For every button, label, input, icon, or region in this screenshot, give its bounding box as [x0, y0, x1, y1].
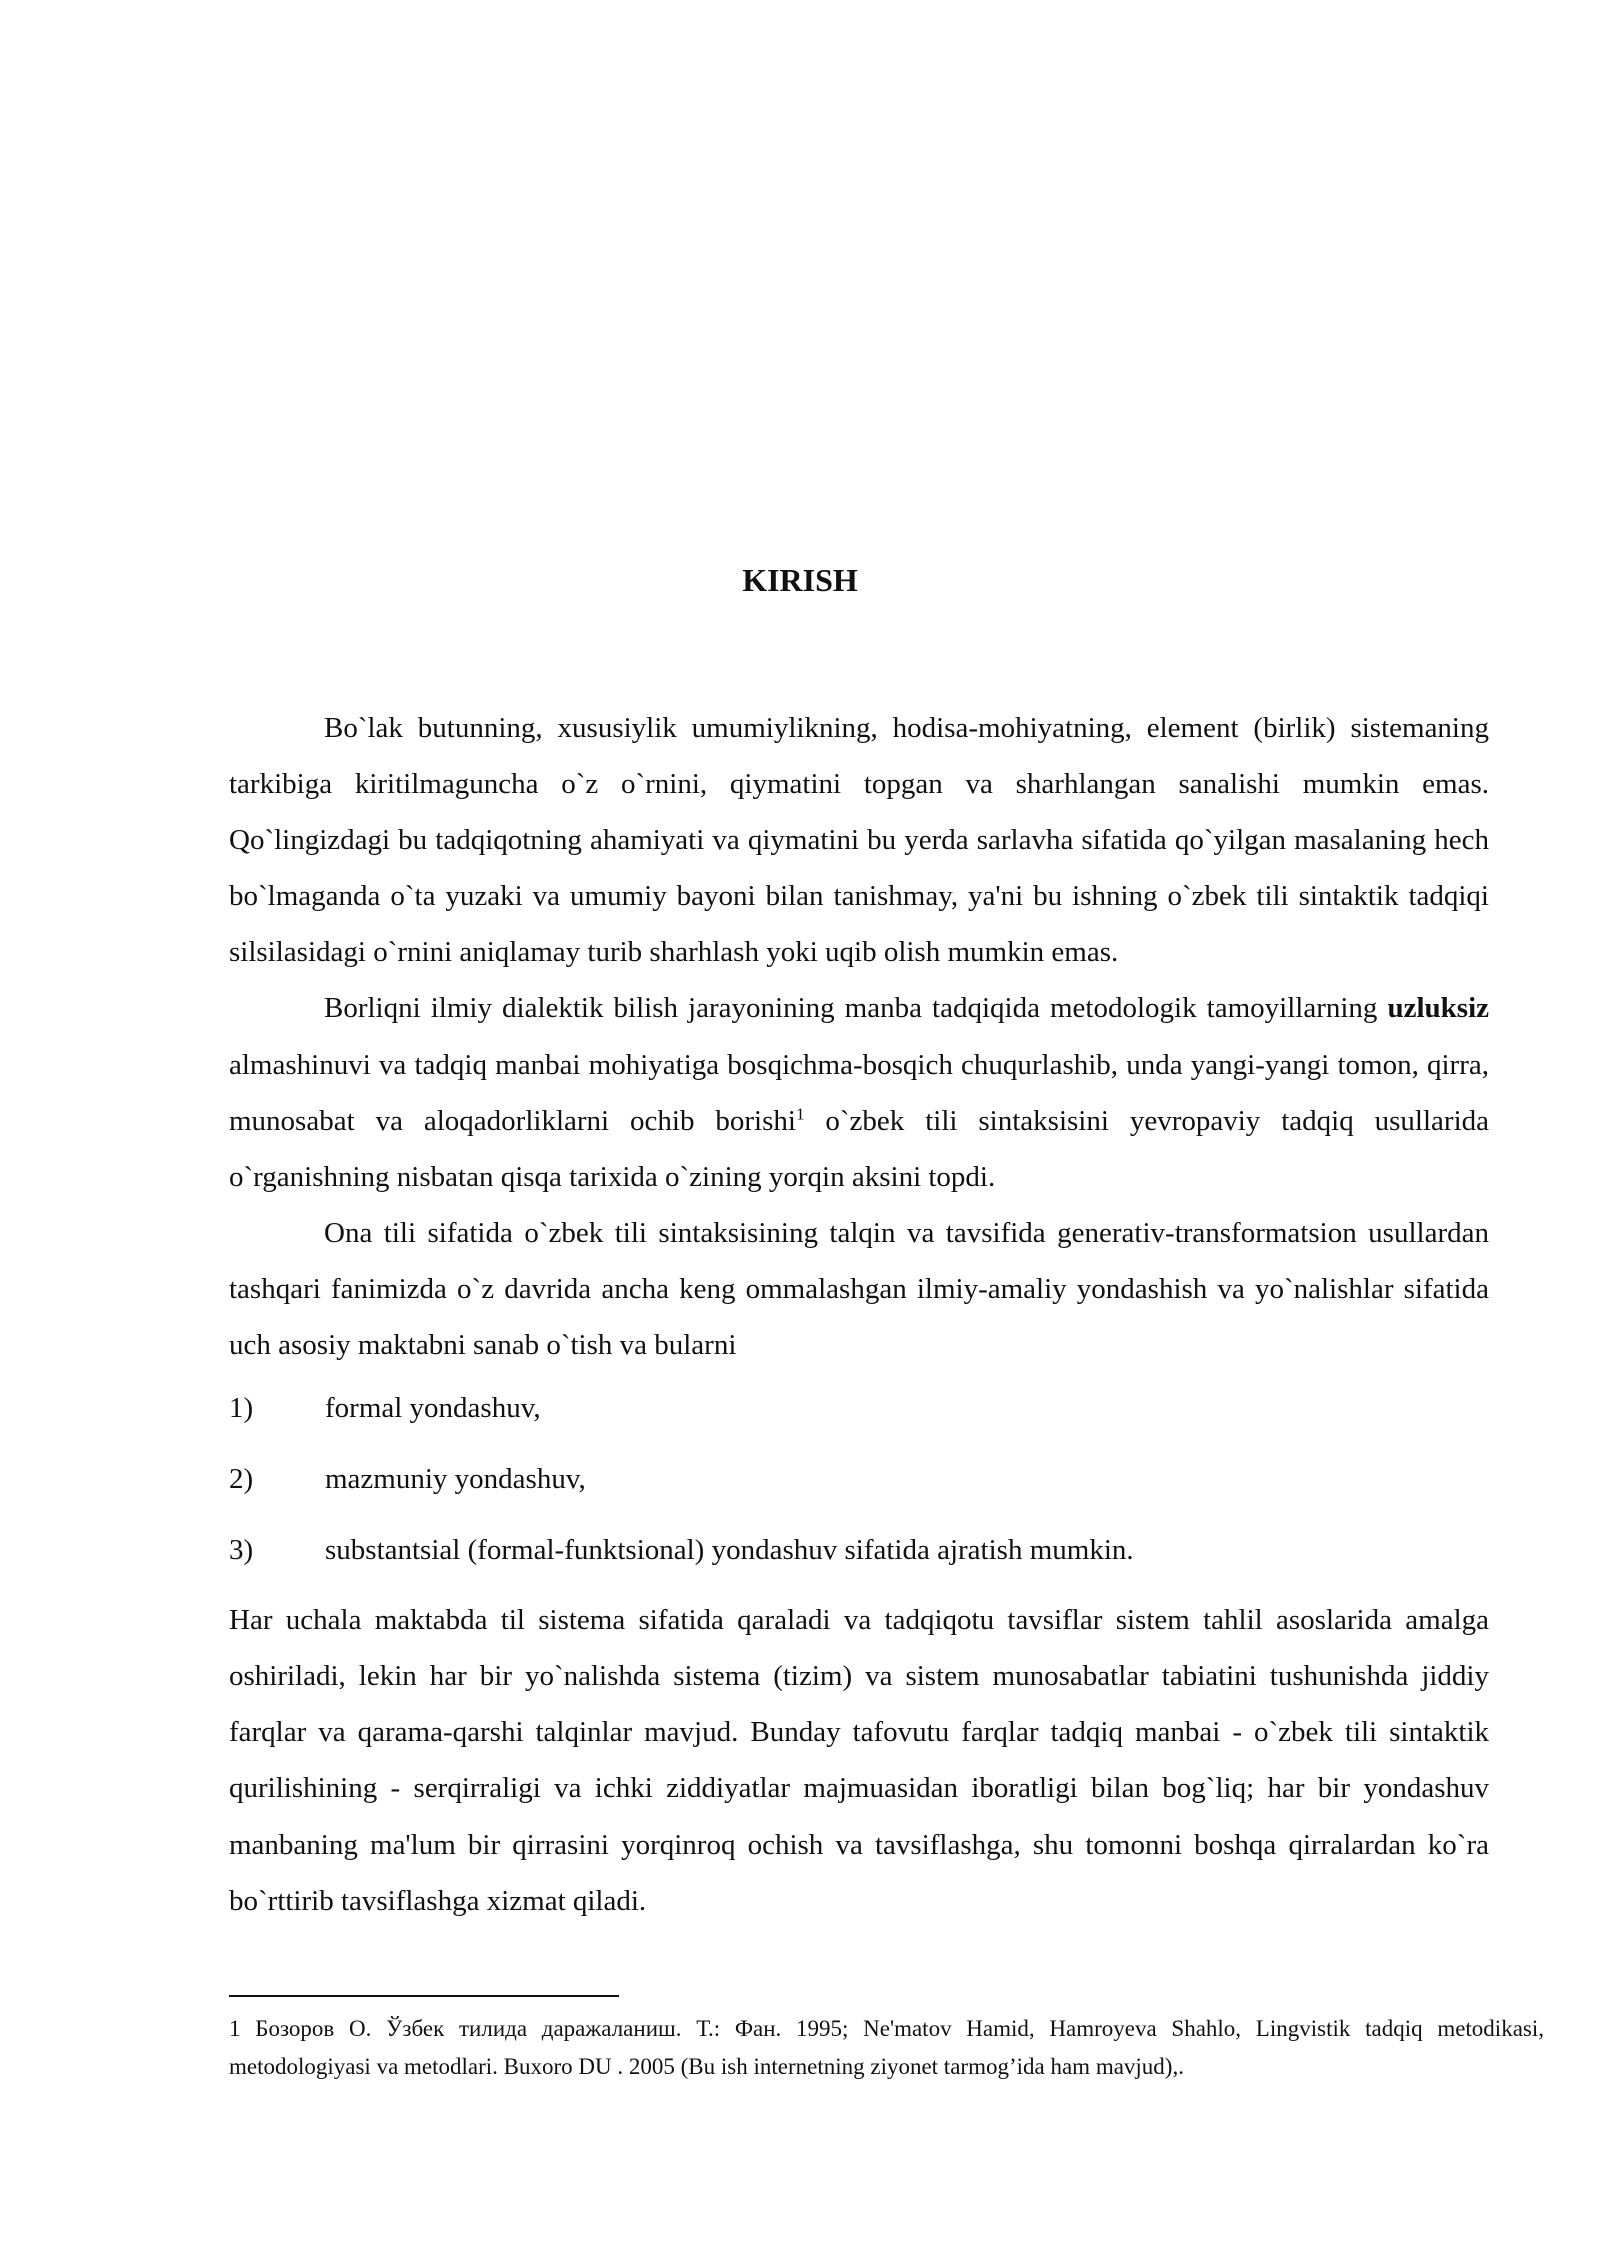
list-item-text: mazmuniy yondashuv,	[325, 1463, 586, 1496]
list-item-number: 2)	[229, 1463, 254, 1496]
paragraph-3: Ona tili sifatida o`zbek tili sintaksisining talqin va tavsifida generativ-transformatsion usullardan tashqari fanimizda o`z davrida ancha keng ommalashgan ilmiy-amaliy yondashish va yo`nalishlar sifatida uch asosiy maktabni sanab o`tish va bularni	[229, 1216, 1489, 1362]
paragraph-2	[229, 980, 1489, 1204]
list-item-text: formal yondashuv,	[325, 1392, 541, 1425]
paragraph-2-start: Borliqni ilmiy dialektik bilish jarayonining manba tadqiqida metodologik tamoyillarning	[324, 992, 1388, 1025]
paragraph-2-end: o`zbek tili sintaksisini yevropaviy tadqiq usullarida o`rganishning nisbatan qisqa tarixida o`zining yorqin aksini topdi.	[229, 1104, 1489, 1193]
list-item	[229, 1515, 1489, 1586]
paragraph-1: Bo`lak butunning, xususiylik umumiylikning, hodisa-mohiyatning, element (birlik) sistemaning tarkibiga kiritilmaguncha o`z o`rnini, qiymatini topgan va sharhlangan sanalishi mumkin emas. Qo`lingizdagi bu tadqiqotning ahamiyati va qiymatini bu yerda sarlavha sifatida qo`yilgan masalaning hech bo`lmaganda o`ta yuzaki va umumiy bayoni bilan tanishmay, ya'ni bu ishning o`zbek tili sintaktik tadqiqi silsilasidagi o`rnini aniqlamay turib sharhlash yoki uqib olish mumkin emas.	[229, 712, 1489, 969]
footnote-reference[interactable]: 1	[795, 1104, 805, 1123]
footnote-separator	[229, 1995, 619, 1997]
list-item	[229, 1444, 1489, 1515]
list-item-number: 3)	[229, 1534, 254, 1567]
paragraph-4: Har uchala maktabda til sistema sifatida qaraladi va tadqiqotu tavsiflar sistem tahlil asoslarida amalga oshiriladi, lekin har bir yo`nalishda sistema (tizim) va sistem munosabatlar tabiatini tushunishda jiddiy farqlar va qarama-qarshi talqinlar mavjud. Bunday tafovutu farqlar tadqiq manbai - o`zbek tili sintaktik qurilishining - serqirraligi va ichki ziddiyatlar majmuasidan iboratligi bilan bog`liq; har bir yondashuv manbaning ma'lum bir qirrasini yorqinroq ochish va tavsiflashga, shu tomonni boshqa qirralardan ko`ra bo`rttirib tavsiflashga xizmat qiladi.	[229, 1604, 1489, 1917]
body-text	[229, 700, 1489, 1929]
list-item-number: 1)	[229, 1392, 254, 1425]
bold-term: uzluksiz	[1387, 992, 1489, 1025]
list-item-text: substantsial (formal-funktsional) yondashuv sifatida ajratish mumkin.	[325, 1534, 1134, 1567]
page-title: KIRISH	[742, 562, 858, 598]
list-item	[229, 1373, 1489, 1444]
approach-list	[229, 1373, 1489, 1586]
paragraph-2-middle: almashinuvi va tadqiq manbai mohiyatiga bosqichma-bosqich chuqurlashib, unda yangi-yangi tomon, qirra, munosabat va aloqadorliklarni ochib borishi	[229, 1048, 1489, 1137]
footnote-text: 1 Бозоров О. Ўзбек тилида даражаланиш. Т.: Фан. 1995; Ne'matov Hamid, Hamroyeva Shahlo, Lingvistik tadqiq metodikasi, metodologiyasi va metodlari. Buxoro DU . 2005 (Bu ish internetning ziyonet tarmog’ida ham mavjud),.	[229, 2016, 1544, 2079]
